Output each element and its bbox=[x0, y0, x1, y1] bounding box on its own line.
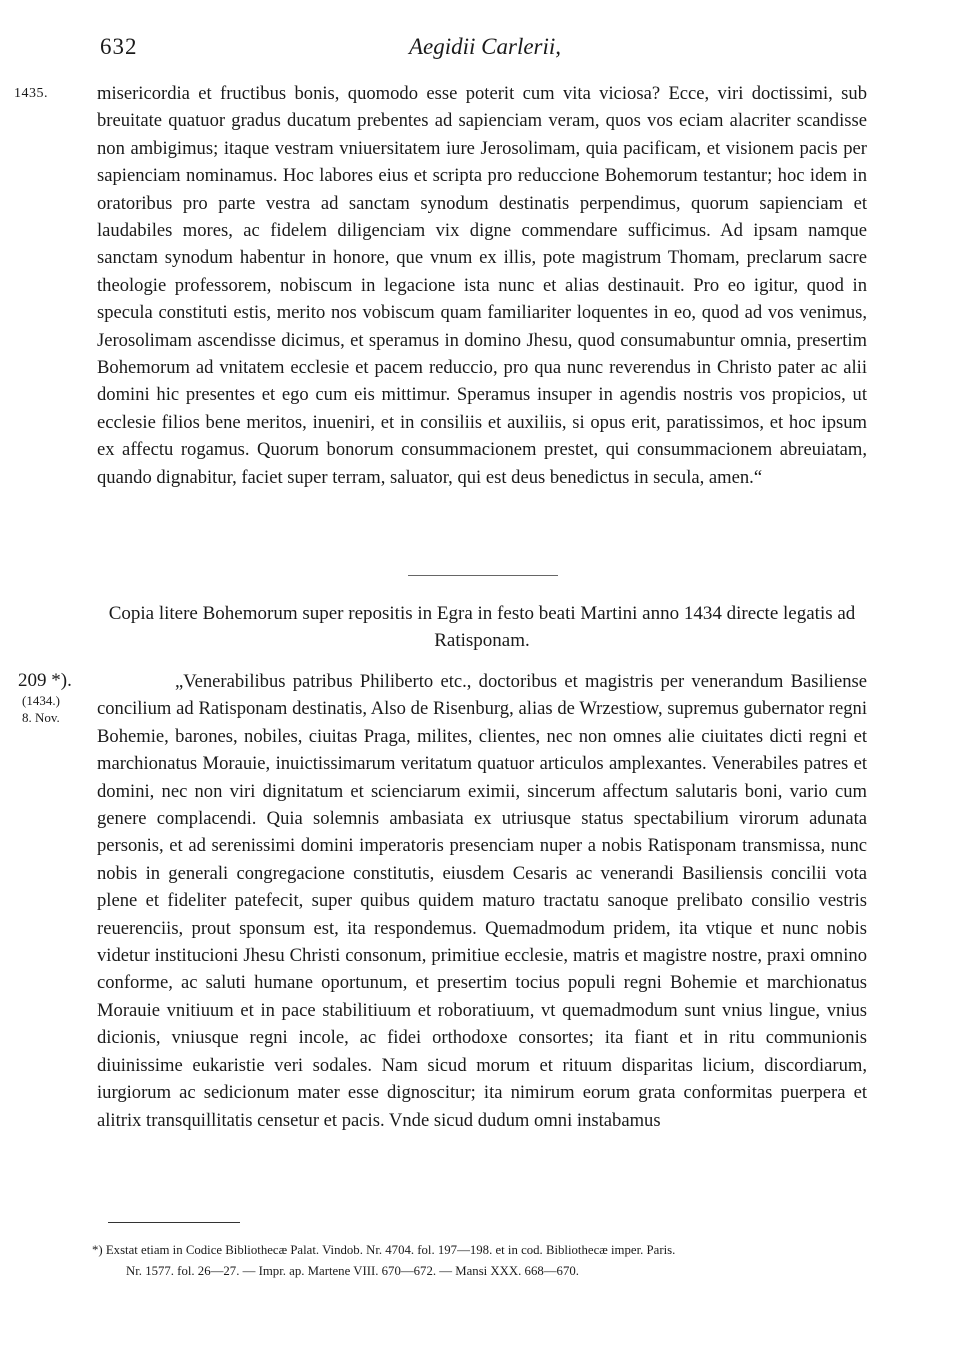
margin-document-reference bbox=[18, 670, 88, 726]
section-divider bbox=[408, 575, 558, 576]
body-paragraph: „Venerabilibus patribus Philiberto etc., doctoribus et magistris per venerandum Basiliense concilium ad Ratisponam destinatis, Also de Risenburg, alias de Wrzestiow, supremus gubernator regni Bohemie, barones, nobiles, ciuitas Praga, milites, clientes, nec non omnes alie ciuitates dicti regni et marchionatus Morauie, inuictissimarum veritatum quatuor articulos amplexantes. Venerabiles patres et domini, nec non viri dignitatum et scienciarum eximii, sincerum affectum salutaris boni, vario cum genere complacendi. Quia solemnis ambasiata ex utriusque status spectabilium virorum adunata personis, et ad serenissimi domini imperatoris presenciam nuper a nobis Ratisponam transmissa, nunc nobis in generali congregacione constitutis, eiusdem Cesaris ac venerandi Basiliensis concilii vota plene et fideliter patefecit, super quibus quidem maturo tractatu sanoque prelibato consilio vestris reuerenciis, prout sponsum est, ita respondemus. Quemadmodum pridem, ita vtique et nunc nobis videtur institucioni Jhesu Christi consonum, primitiue ecclesie, matris et magistre nostre, praxi omnino conforme, ac saluti humane oportunum, et presertim tocius populi regni Bohemie et marchionatus Morauie vnitiuum et in pace stabilitiuum et roboratiuum, vt quemadmodum sunt vnius lingue, vnius dicionis, vniusque regni incole, ac fidei orthodoxe consortes; ita fiant et in ritu communionis diuinissime eukaristie veri sodales. Nam sicud morum et rituum disparitas licium, discordiarum, iurgiorum ac sedicionum mater esse dignoscitur; ita nimirum eorum grata conformitas puerpera et alitrix transquillitatis censetur et pacis. Vnde sicud dudum omni instabamus bbox=[97, 671, 867, 1131]
margin-year: 1435. bbox=[14, 86, 48, 101]
page-number: 632 bbox=[100, 34, 138, 59]
footnote-line: Nr. 1577. fol. 26—27. — Impr. ap. Martene VIII. 670—672. — Mansi XXX. 668—670. bbox=[126, 1264, 579, 1278]
footnote-divider bbox=[108, 1222, 240, 1223]
document-year: (1434.) bbox=[22, 693, 60, 708]
bohemian-letter-text bbox=[97, 668, 867, 1134]
continued-letter-text bbox=[97, 80, 867, 491]
running-head: Aegidii Carlerii, bbox=[408, 34, 562, 59]
document-heading: Copia litere Bohemorum super repositis in Egra in festo beati Martini anno 1434 directe legatis ad Ratisponam. bbox=[108, 603, 856, 651]
document-number: 209 *). bbox=[18, 670, 72, 691]
footnote-line: *) Exstat etiam in Codice Bibliothecæ Palat. Vindob. Nr. 4704. fol. 197—198. et in cod. Bibliothecæ imper. Paris. bbox=[92, 1243, 676, 1257]
footnote bbox=[92, 1240, 882, 1282]
document-date: 8. Nov. bbox=[22, 710, 60, 725]
page-header bbox=[100, 34, 870, 68]
body-paragraph: misericordia et fructibus bonis, quomodo esse poterit cum vita viciosa? Ecce, viri doctissimi, sub breuitate quatuor gradus ducatum prebentes ad sapienciam veram, quos vos eciam alacriter scandisse non ambigimus; itaque vestram vniuersitatem iure Jerosolimam, quia pacificam, et visionem pacis per sapienciam nominamus. Hoc labores eius et scripta pro reduccione Bohemorum testantur; hoc idem in oratoribus pro parte vestra ad sanctam synodum destinatis perpendimus, quorum sapienciam et laudabiles mores, ac fidelem diligenciam vix digne commendare sufficimus. Ad ipsam namque sanctam synodum habentur in honore, que vnum ex illis, pote magistrum Thomam, preclarum sacre theologie professorem, nobiscum in legacione ista nunc et alias destinauit. Pro eo igitur, quod in specula constituti estis, merito nos vobiscum quam familiariter loquentes in eo, quod ad vos venimus, Jerosolimam ascendisse dicimus, et speramus in domino Jhesu, quod consumabuntur omnia, presertim Bohemorum ad vnitatem ecclesie et pacem reduccio, pro qua nunc reverendus in Christo pater ac alii domini hic presentes et ego cum eis mittimur. Speramus insuper in agendis nostris vos propicios, ut ecclesie filios bene meritos, inueniri, et in consiliis et auxiliis, si opus erit, paratissimos, et hoc ipsum ex affectu rogamus. Quorum bonorum consummacionem prestet, qui consummacionem abreuiatam, quando dignabitur, faciet super terram, saluator, qui est deus benedictus in secula, amen.“ bbox=[97, 83, 867, 488]
